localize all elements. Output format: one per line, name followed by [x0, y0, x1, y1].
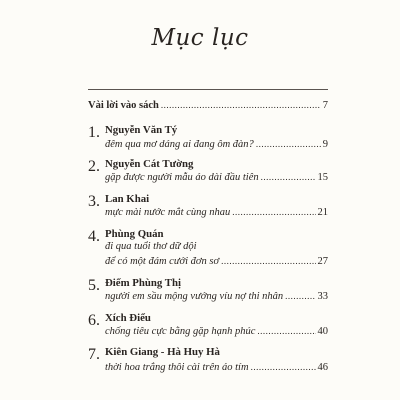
entry-subtitle: thời hoa trắng thôi cài trên áo tím	[105, 362, 249, 373]
entry-author: Nguyễn Văn Tý	[105, 124, 178, 136]
entry-number: 4.	[88, 228, 100, 245]
leader-dots	[261, 171, 316, 183]
entry-author: Nguyễn Cát Tường	[105, 158, 194, 170]
entry-subtitle-row	[105, 241, 328, 253]
leader-dots	[232, 206, 315, 218]
entry-page: 33	[317, 291, 328, 302]
entry-page: 9	[322, 139, 328, 150]
leader-dots	[285, 290, 315, 302]
entry-page: 46	[317, 362, 328, 373]
entry-page: 27	[317, 256, 328, 267]
entry-subtitle: gặp được người mẫu áo dài đầu tiên	[105, 172, 259, 183]
entry-author: Điểm Phùng Thị	[105, 277, 181, 289]
toc-intro-page: 7	[322, 100, 328, 111]
entry-subtitle: để có một đám cưới đơn sơ	[105, 256, 220, 267]
toc-intro-row[interactable]	[88, 99, 328, 112]
entry-subtitle-row	[105, 255, 328, 268]
entry-page: 21	[317, 207, 328, 218]
leader-dots	[221, 255, 315, 267]
entry-number: 1.	[88, 124, 100, 141]
entry-number: 5.	[88, 277, 100, 294]
entry-subtitle: người em sầu mộng vướng víu nợ thi nhân	[105, 291, 284, 302]
top-rule	[88, 89, 328, 90]
entry-page: 15	[317, 172, 328, 183]
entry-author: Xích Điểu	[105, 312, 151, 324]
entry-author: Kiên Giang - Hà Huy Hà	[105, 346, 220, 358]
entry-subtitle: chống tiêu cực bằng gặp hạnh phúc	[105, 326, 256, 337]
leader-dots	[251, 361, 316, 373]
entry-subtitle: mực mài nước mắt cùng nhau	[105, 207, 231, 218]
entry-number: 2.	[88, 158, 100, 175]
leader-dots	[256, 138, 321, 150]
leader-dots	[257, 325, 315, 337]
entry-number: 6.	[88, 312, 100, 329]
entry-author: Lan Khai	[105, 193, 150, 205]
entry-author: Phùng Quán	[105, 228, 164, 240]
entry-subtitle-row	[105, 290, 328, 303]
entry-number: 7.	[88, 346, 100, 363]
entry-subtitle-row	[105, 138, 328, 151]
entry-subtitle-row	[105, 325, 328, 338]
entry-subtitle-row	[105, 361, 328, 374]
entry-subtitle: đêm qua mơ dáng ai đang ôm đàn?	[105, 139, 254, 150]
entry-subtitle-row	[105, 171, 328, 184]
page-title: Mục lục	[151, 25, 249, 51]
entry-subtitle: đi qua tuổi thơ dữ dội	[105, 241, 197, 252]
entry-number: 3.	[88, 193, 100, 210]
leader-dots	[161, 99, 321, 111]
entry-subtitle-row	[105, 206, 328, 219]
entry-page: 40	[317, 326, 328, 337]
toc-intro-label: Vài lời vào sách	[88, 100, 159, 111]
